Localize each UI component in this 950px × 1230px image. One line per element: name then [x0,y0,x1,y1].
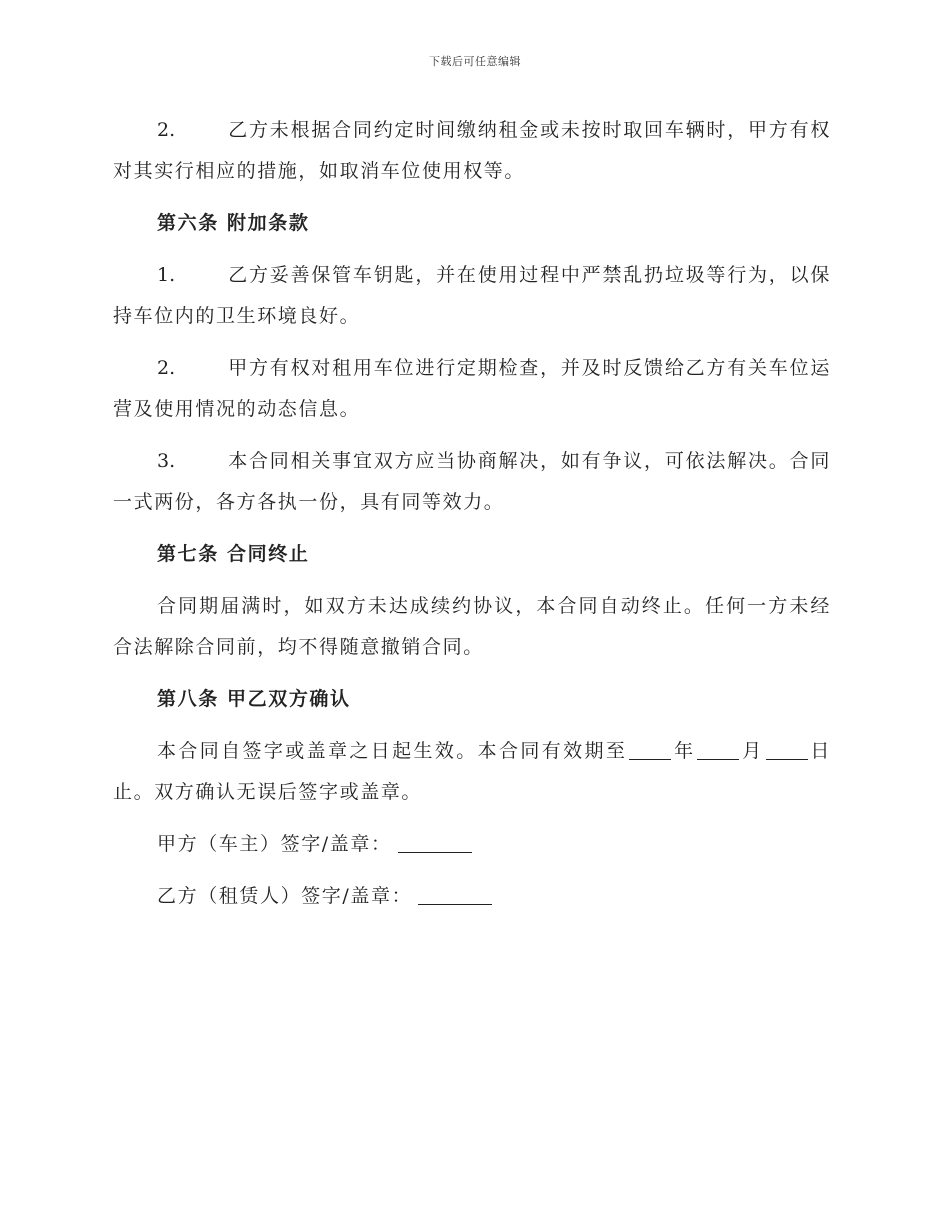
clause-6-item-2 [113,348,831,430]
clause-6-item-3 [113,441,831,523]
item-number: 1. [157,264,176,286]
validity-text: 本合同自签字或盖章之日起生效。本合同有效期至 [157,740,628,762]
item-number: 2. [157,119,176,141]
day-blank [766,739,808,760]
confirm-text: 止。双方确认无误后签字或盖章。 [113,781,423,803]
page-header: 下载后可任意编辑 [429,55,521,68]
item-number: 3. [157,450,176,472]
day-label: 日 [809,740,831,762]
month-label: 月 [741,740,764,762]
party-b-signature [113,876,831,917]
clause-6-item-1 [113,255,831,337]
party-b-label: 乙方（租赁人）签字/盖章： [157,885,413,907]
document-body [113,110,831,928]
party-a-signature-blank [398,832,472,853]
month-blank [697,739,739,760]
item-text: 乙方未根据合同约定时间缴纳租金或未按时取回车辆时，甲方有权对其实行相应的措施，如取消车位使用权等。 [113,119,831,182]
item-text: 乙方妥善保管车钥匙，并在使用过程中严禁乱扔垃圾等行为，以保持车位内的卫生环境良好。 [113,264,831,327]
item-text: 本合同相关事宜双方应当协商解决，如有争议，可依法解决。合同一式两份，各方各执一份，具有同等效力。 [113,450,831,513]
section-6-title: 第六条 附加条款 [157,212,310,234]
section-8-title: 第八条 甲乙双方确认 [157,688,351,710]
year-blank [629,739,671,760]
clause-5-item-2 [113,110,831,192]
item-number: 2. [157,357,176,379]
party-a-label: 甲方（车主）签字/盖章： [157,833,392,855]
party-b-signature-blank [418,884,492,905]
section-7-title: 第七条 合同终止 [157,543,310,565]
party-a-signature [113,824,831,865]
year-label: 年 [673,740,696,762]
section-7-text: 合同期届满时，如双方未达成续约协议，本合同自动终止。任何一方未经合法解除合同前，均不得随意撤销合同。 [113,595,831,658]
section-8-text [113,731,831,813]
item-text: 甲方有权对租用车位进行定期检查，并及时反馈给乙方有关车位运营及使用情况的动态信息。 [113,357,831,420]
